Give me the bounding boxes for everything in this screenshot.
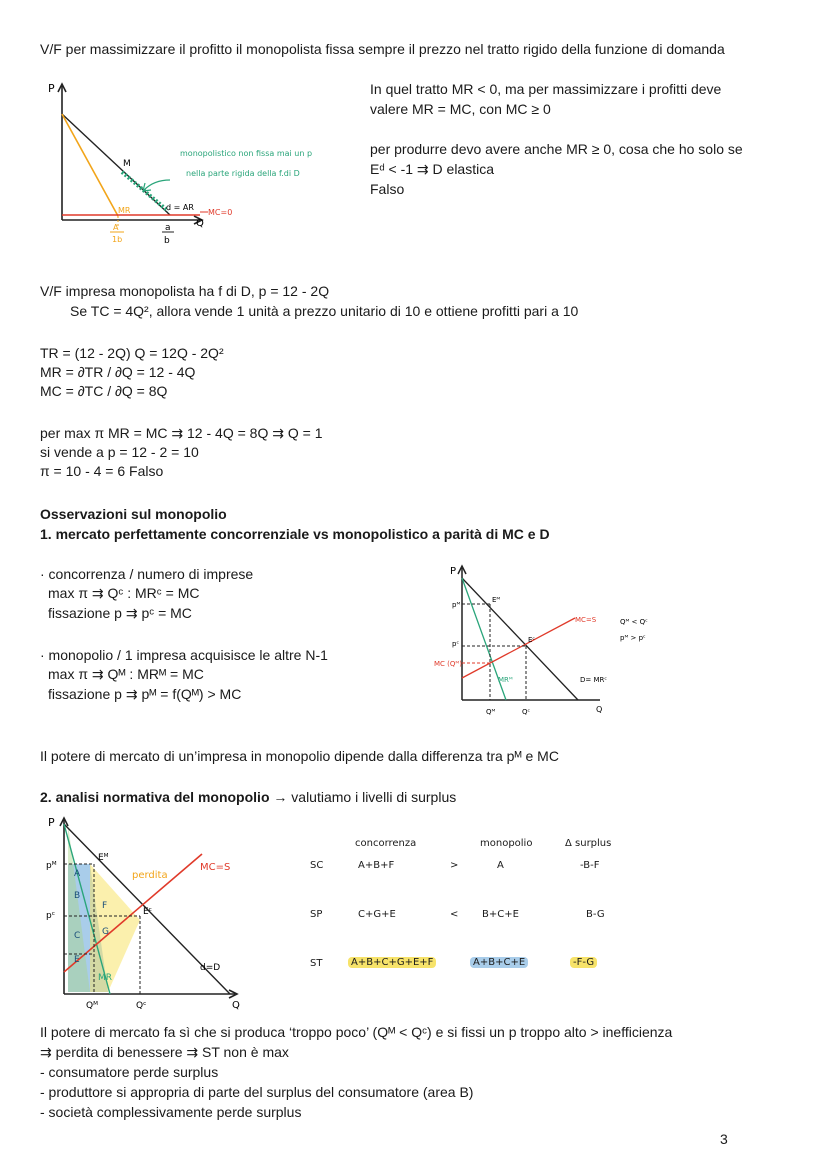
row-sc-label: SC <box>310 860 324 871</box>
mc-s-label: MC=S <box>575 616 597 624</box>
comparison-heading: 1. mercato perfettamente concorrenziale vs monopolistico a parità di MC e D <box>40 526 550 542</box>
normative-heading <box>40 788 456 806</box>
area-a: A <box>74 869 81 879</box>
axis-q-label-2: Q <box>596 705 603 714</box>
pc-label: pᶜ <box>452 640 460 648</box>
market-power-line: Il potere di mercato di un’impresa in monopolio dipende dalla differenza tra pᴹ e MC <box>40 748 559 764</box>
axis-q-label-3: Q <box>232 1000 240 1011</box>
header-concorrenza: concorrenza <box>355 838 417 849</box>
conclusion-1: Il potere di mercato fa sì che si produca ‘troppo poco’ (Qᴹ < Qᶜ) e si fissi un p troppo alto > inefficienza <box>40 1024 673 1040</box>
competition-2: max π ⇉ Qᶜ : MRᶜ = MC <box>48 585 200 601</box>
note-line-1: monopolistico non fissa mai un p <box>180 149 313 158</box>
note-line-2: nella parte rigida della f.di D <box>186 169 300 178</box>
mc-s-label-2: MC=S <box>200 862 231 873</box>
mc-label: MC=0 <box>208 208 233 217</box>
area-c: C <box>74 931 81 941</box>
axis-p-label-2: P <box>450 566 457 577</box>
observations-heading: Osservazioni sul monopolio <box>40 506 227 522</box>
demand-label: d = AR <box>166 203 194 212</box>
mc-qm-label: MC (Qᴹ) <box>434 660 462 668</box>
qc-label: Qᶜ <box>522 708 531 716</box>
qm-label-2: Qᴹ <box>86 1001 98 1011</box>
max-profit: per max π MR = MC ⇉ 12 - 4Q = 8Q ⇉ Q = 1 <box>40 425 323 441</box>
em-label: Eᴹ <box>492 596 501 604</box>
monopoly-2: max π ⇉ Qᴹ : MRᴹ = MC <box>48 666 204 682</box>
row-sc-mono: A <box>497 860 504 871</box>
point-m-label: M <box>123 159 131 169</box>
d-label-2: d=D <box>200 963 221 973</box>
row-st-label: ST <box>310 958 323 969</box>
pm-label: pᴹ <box>452 601 461 609</box>
tick-a-num: A <box>113 223 119 232</box>
row-sp-sign: < <box>450 909 459 920</box>
tick-a-den: 1b <box>112 235 123 244</box>
page-number: 3 <box>720 1131 728 1147</box>
profit-line: π = 10 - 4 = 6 Falso <box>40 463 164 479</box>
note-q-ineq: Qᴹ < Qᶜ <box>620 618 648 626</box>
qc-label-2: Qᶜ <box>136 1001 147 1011</box>
area-b: B <box>74 891 81 901</box>
conclusion-3: - consumatore perde surplus <box>40 1064 219 1080</box>
explain-2b: Eᵈ < -1 ⇉ D elastica <box>370 161 495 177</box>
graph-surplus-analysis <box>40 812 265 1012</box>
mr-label: MR <box>118 206 131 215</box>
em-label-2: Eᴹ <box>98 853 109 863</box>
tr-formula: TR = (12 - 2Q) Q = 12Q - 2Q² <box>40 345 224 361</box>
conclusion-5: - società complessivamente perde surplus <box>40 1104 302 1120</box>
vf1-statement: V/F per massimizzare il profitto il monopolista fissa sempre il prezzo nel tratto rigido della funzione di domanda <box>40 41 725 57</box>
d-mrc-label: D= MRᶜ <box>580 676 607 684</box>
note-p-ineq: pᴹ > pᶜ <box>620 634 646 642</box>
area-f: F <box>102 901 108 911</box>
axis-p-label-3: P <box>48 816 55 829</box>
mrm-label: MRᴹ <box>498 676 513 684</box>
header-monopolio: monopolio <box>480 838 533 849</box>
graph-monopoly-rigid-demand <box>40 80 360 250</box>
area-e: E <box>74 955 80 965</box>
normative-heading-rest: → valutiamo i livelli di surplus <box>269 789 457 805</box>
mc-formula: MC = ∂TC / ∂Q = 8Q <box>40 383 168 399</box>
graph-competition-vs-monopoly <box>430 560 670 720</box>
tick-b-num: a <box>165 223 171 233</box>
vf2-line1: V/F impresa monopolista ha f di D, p = 12 - 2Q <box>40 283 330 299</box>
row-sp-delta: B-G <box>586 909 605 920</box>
conclusion-2: ⇉ perdita di benessere ⇉ ST non è max <box>40 1044 289 1060</box>
pm-label-2: pᴹ <box>46 861 57 871</box>
loss-label: perdita <box>132 870 168 881</box>
competition-1: · concorrenza / numero di imprese <box>40 566 254 582</box>
qm-label: Qᴹ <box>486 708 496 716</box>
pc-label-2: pᶜ <box>46 911 56 921</box>
axis-q-label: Q <box>196 218 204 229</box>
answer-false: Falso <box>370 181 405 197</box>
area-g: G <box>102 927 109 937</box>
normative-heading-bold: 2. analisi normativa del monopolio <box>40 789 270 805</box>
tick-b-den: b <box>164 236 170 246</box>
explain-1b: valere MR = MC, con MC ≥ 0 <box>370 101 551 117</box>
row-sc-sign: > <box>450 860 459 871</box>
row-sp-label: SP <box>310 909 323 920</box>
ec-label-2: Eᶜ <box>143 907 153 917</box>
mr-label-2: MR <box>98 973 113 983</box>
axis-p-label: P <box>48 82 55 95</box>
row-st-delta: -F-G <box>570 957 597 968</box>
row-sc-conc: A+B+F <box>358 860 395 871</box>
row-sp-mono: B+C+E <box>482 909 519 920</box>
row-st-mono: A+B+C+E <box>470 957 528 968</box>
header-delta: Δ surplus <box>565 838 612 849</box>
price-line: si vende a p = 12 - 2 = 10 <box>40 444 199 460</box>
mr-formula: MR = ∂TR / ∂Q = 12 - 4Q <box>40 364 196 380</box>
row-st-conc: A+B+C+G+E+F <box>348 957 436 968</box>
competition-3: fissazione p ⇉ pᶜ = MC <box>48 605 192 621</box>
explain-1a: In quel tratto MR < 0, ma per massimizzare i profitti deve <box>370 81 722 97</box>
explain-2a: per produrre devo avere anche MR ≥ 0, cosa che ho solo se <box>370 141 743 157</box>
monopoly-3: fissazione p ⇉ pᴹ = f(Qᴹ) > MC <box>48 686 242 702</box>
ec-label: Eᶜ <box>528 636 536 644</box>
row-sc-delta: -B-F <box>580 860 600 871</box>
row-sp-conc: C+G+E <box>358 909 396 920</box>
conclusion-4: - produttore si appropria di parte del surplus del consumatore (area B) <box>40 1084 474 1100</box>
vf2-line2: Se TC = 4Q², allora vende 1 unità a prezzo unitario di 10 e ottiene profitti pari a 10 <box>70 303 579 319</box>
monopoly-1: · monopolio / 1 impresa acquisisce le altre N-1 <box>40 647 328 663</box>
